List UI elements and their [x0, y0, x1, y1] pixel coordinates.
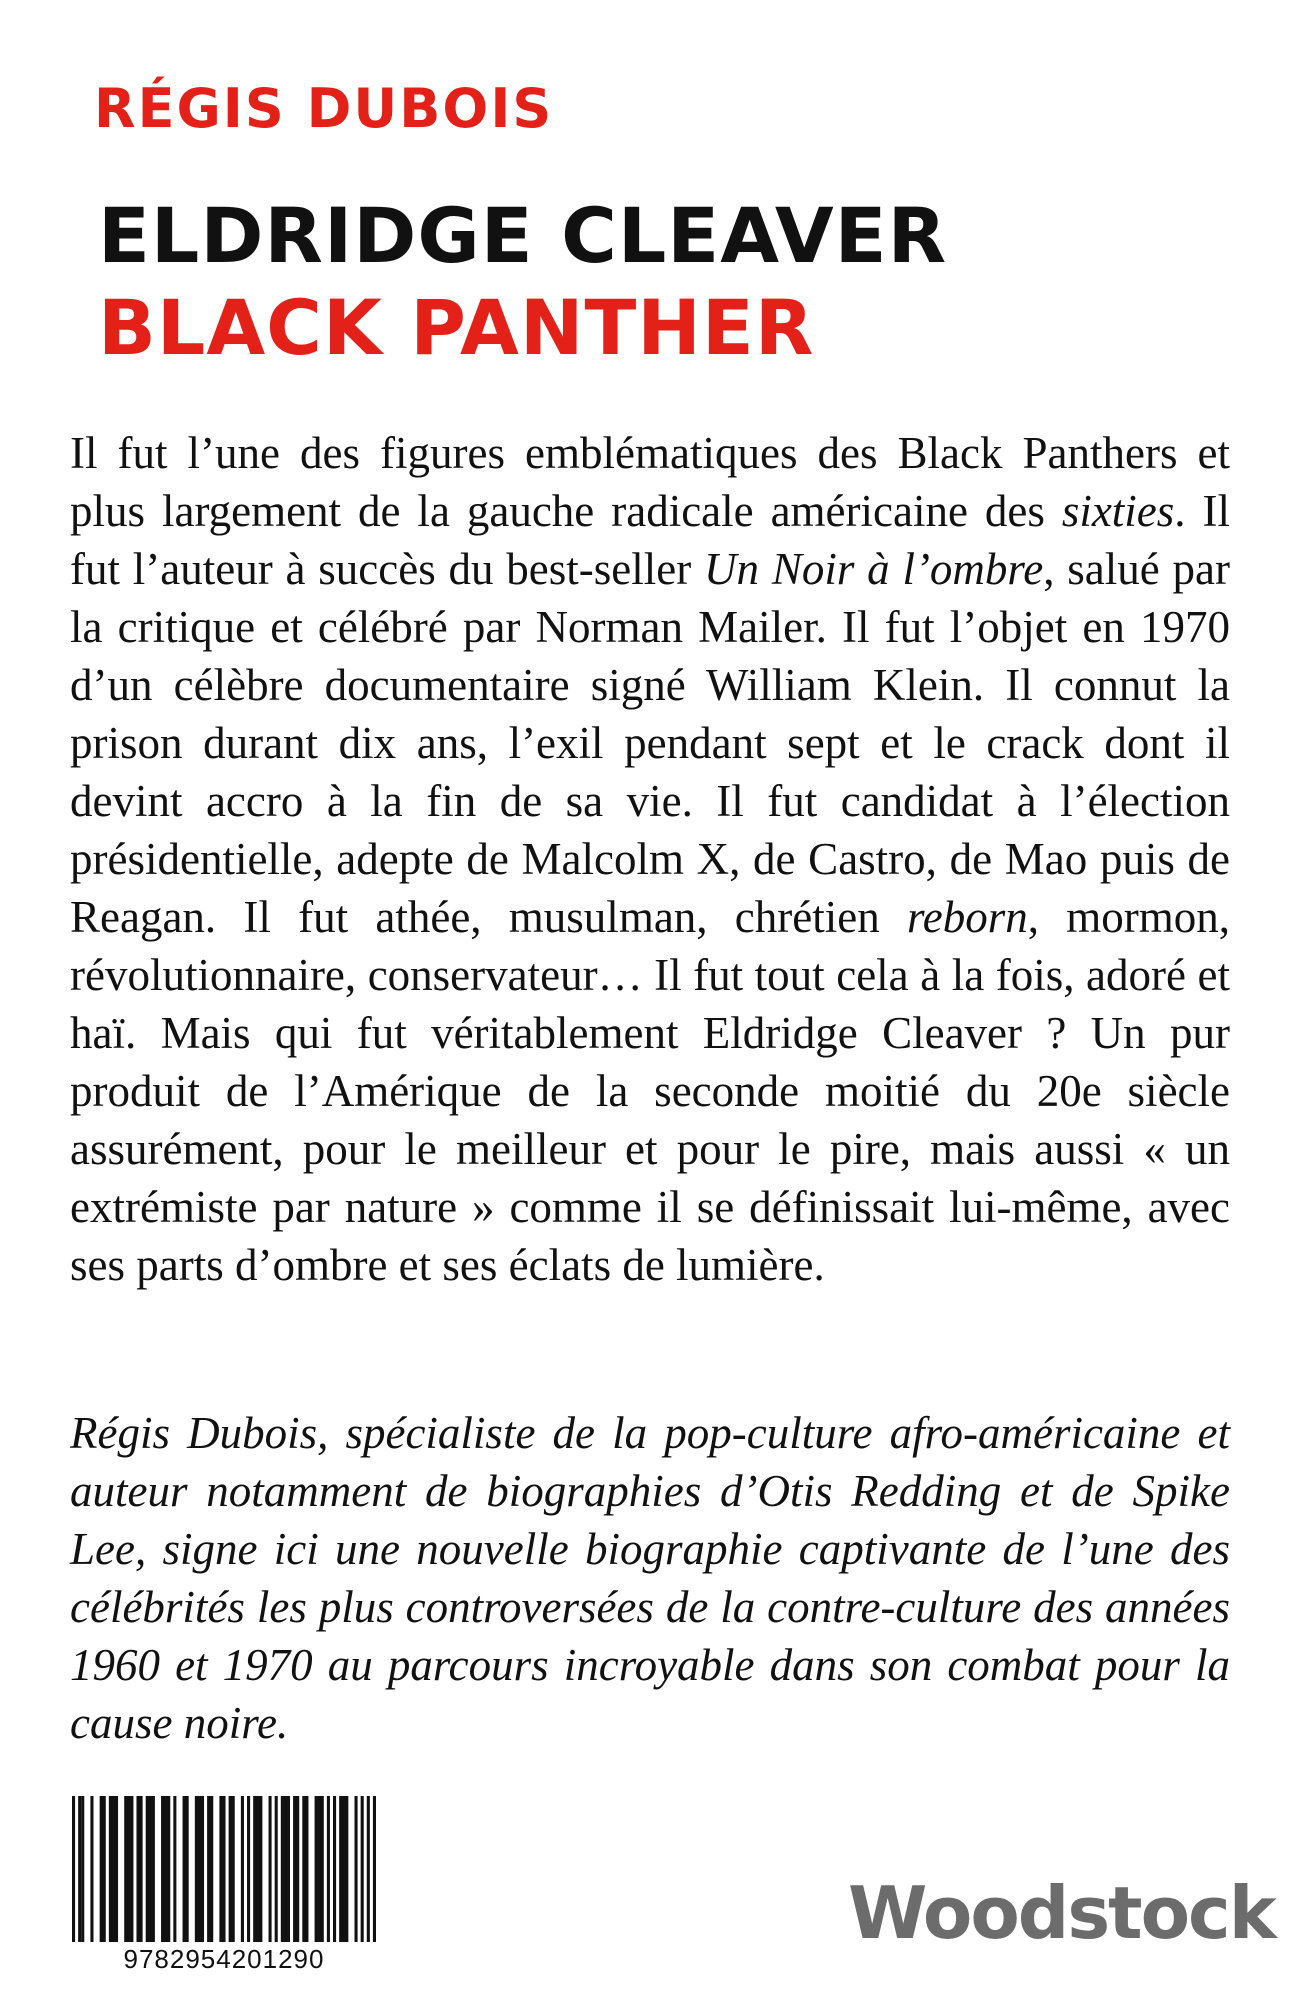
- blurb-italic-segment: Un Noir à l’ombre: [704, 544, 1044, 594]
- blurb-text-segment: , mormon, révolutionnaire, conservateur… Il fut tout cela à la fois, adoré et haï. Mais qui fut véritablement Eldridge Cleaver ? Un pur produit de l’Amérique de la seconde moitié du 20e siècle assurément, pour le meilleur et pour le pire, mais aussi « un extrémiste par nature » comme il se définissait lui-même, avec ses parts d’ombre et ses éclats de lumière.: [70, 892, 1230, 1290]
- barcode-bar: [109, 1796, 118, 1942]
- barcode-bar: [195, 1796, 204, 1942]
- barcode-bar: [315, 1796, 324, 1942]
- barcode-bar: [361, 1796, 364, 1942]
- barcode-bar: [161, 1796, 170, 1942]
- barcode-bar: [373, 1796, 376, 1942]
- author-bio-paragraph: Régis Dubois, spécialiste de la pop-culture afro-américaine et auteur notamment de biographies d’Otis Redding et de Spike Lee, signe ici une nouvelle biographie captivante de l’une des célébrités les plus controversées de la contre-culture des années 1960 et 1970 au parcours incroyable dans son combat pour la cause noire.: [70, 1408, 1230, 1748]
- blurb-italic-segment: sixties: [1061, 486, 1175, 536]
- blurb-paragraph: [70, 424, 1230, 1294]
- barcode-bar: [90, 1796, 93, 1942]
- isbn-barcode: [72, 1796, 376, 1942]
- barcode-bar: [275, 1796, 278, 1942]
- barcode-bar: [72, 1796, 75, 1942]
- barcode-bar: [78, 1796, 81, 1942]
- book-title: ELDRIDGE CLEAVER: [98, 191, 948, 280]
- publisher-logo: Woodstock: [848, 1871, 1275, 1955]
- isbn-number: 9782954201290: [123, 1944, 325, 1974]
- barcode-bar: [100, 1796, 106, 1942]
- barcode-bar: [302, 1796, 308, 1942]
- book-subtitle: BLACK PANTHER: [98, 283, 815, 372]
- barcode-bar: [333, 1796, 336, 1942]
- barcode-bar: [355, 1796, 358, 1942]
- blurb-text-segment: , salué par la critique et célébré par Norman Mailer. Il fut l’objet en 1970 d’un célèbre documentaire signé William Klein. Il connut la prison durant dix ans, l’exil pendant sept et le crack dont il devint accro à la fin de sa vie. Il fut candidat à l’élection présidentielle, adepte de Malcolm X, de Castro, de Mao puis de Reagan. Il fut athée, musulman, chrétien: [70, 544, 1231, 942]
- barcode-bar: [81, 1796, 84, 1942]
- barcode-bar: [229, 1796, 235, 1942]
- barcode-bar: [327, 1796, 330, 1942]
- barcode-bar: [367, 1796, 370, 1942]
- barcode-bar: [339, 1796, 348, 1942]
- barcode-bar: [183, 1796, 189, 1942]
- barcode-bar: [253, 1796, 262, 1942]
- barcode-bar: [124, 1796, 133, 1942]
- barcode-bar: [173, 1796, 176, 1942]
- barcode-bar: [269, 1796, 272, 1942]
- blurb-italic-segment: reborn: [906, 892, 1028, 942]
- blurb-text-segment: Il fut l’une des figures emblématiques des Black Panthers et plus largement de la gauche radicale américaine des: [70, 428, 1230, 536]
- blurb-text-segment: . Il fut l’auteur à succès du best-seller: [70, 486, 1230, 594]
- barcode-bar: [247, 1796, 250, 1942]
- barcode-bar: [281, 1796, 290, 1942]
- barcode-bar: [241, 1796, 244, 1942]
- barcode-bar: [207, 1796, 213, 1942]
- author-name: RÉGIS DUBOIS: [94, 77, 554, 140]
- barcode-bar: [146, 1796, 155, 1942]
- barcode-bar: [136, 1796, 142, 1942]
- barcode-bar: [219, 1796, 225, 1942]
- barcode-bar: [293, 1796, 299, 1942]
